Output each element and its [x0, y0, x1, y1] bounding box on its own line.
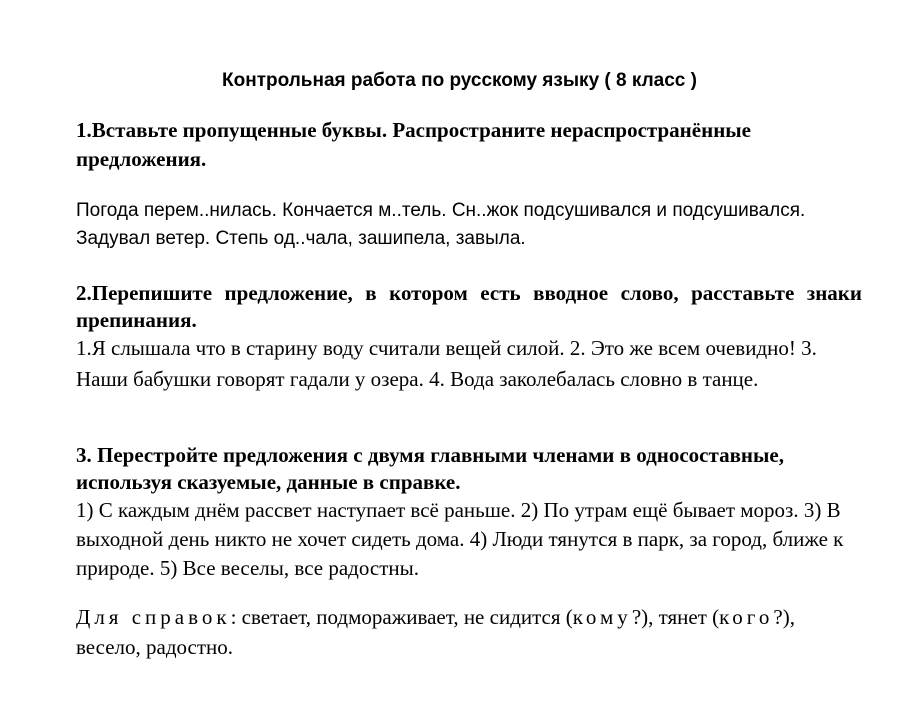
task1-heading: 1.Вставьте пропущенные буквы. Распространите нераспространённые предложения.	[76, 118, 752, 171]
reference-part-1: : светает, подмораживает, не сидится (	[230, 605, 573, 629]
reference-note	[76, 602, 862, 662]
document-title: Контрольная работа по русскому языку ( 8 класс )	[222, 70, 697, 91]
task2-text: 1.Я слышала что в старину воду считали вещей силой. 2. Это же всем очевидно! 3. Наши бабушки говорят гадали у озера. 4. Вода заколебалась словно в танце.	[76, 336, 817, 391]
reference-part-3: ?), весело, радостно.	[76, 605, 795, 659]
reference-who-1: кому	[572, 605, 632, 629]
task3-text: 1) С каждым днём рассвет наступает всё раньше. 2) По утрам ещё бывает мороз. 3) В выходной день никто не хочет сидеть дома. 4) Люди тянутся в парк, за город, ближе к природе. 5) Все веселы, все радостны.	[76, 498, 844, 580]
task1-text: Погода перем..нилась. Кончается м..тель. Сн..жок подсушивался и подсушивался. Задувал ветер. Степь од..чала, зашипела, завыла.	[76, 200, 806, 249]
reference-label: Для справок	[76, 605, 231, 629]
task2-heading: 2.Перепишите предложение, в котором есть вводное слово, расставьте знаки препинания.	[76, 281, 862, 332]
reference-part-2: ?), тянет (	[631, 605, 720, 629]
task3-heading: 3. Перестройте предложения с двумя главными членами в односоставные, используя сказуемые, данные в справке.	[76, 443, 784, 494]
reference-who-2: кого	[719, 605, 774, 629]
